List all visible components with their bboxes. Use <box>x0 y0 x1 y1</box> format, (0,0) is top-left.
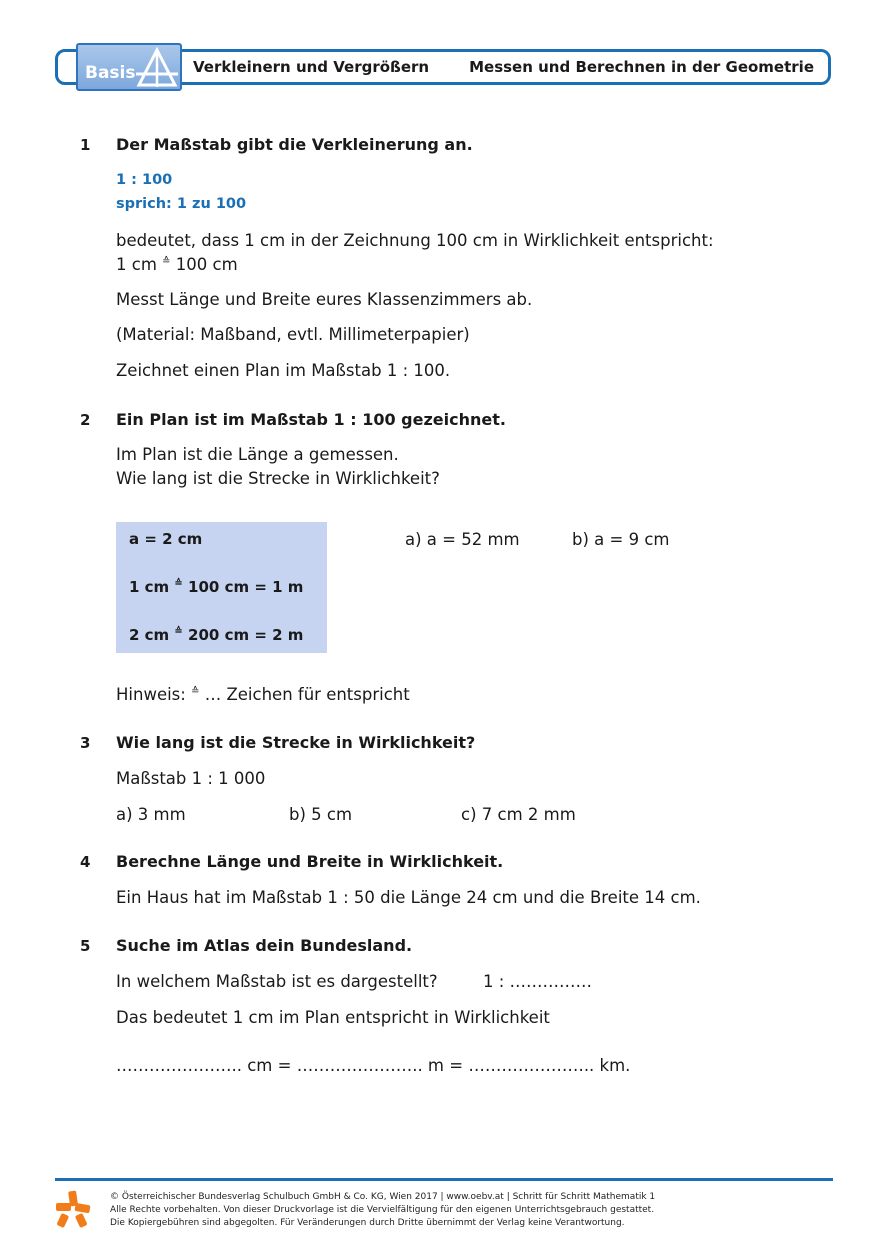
hint-label: Hinweis: <box>116 685 186 704</box>
task-1-line2 <box>116 255 238 274</box>
task-2-line2: Wie lang ist die Strecke in Wirklichkeit? <box>116 469 440 488</box>
task-2-exercise-a: a) a = 52 mm <box>405 530 520 549</box>
task-2-hint <box>116 685 410 704</box>
triangle-icon <box>136 47 178 89</box>
task-1-spoken: sprich: 1 zu 100 <box>116 196 247 212</box>
footer-divider <box>55 1178 833 1181</box>
task-2-title: Ein Plan ist im Maßstab 1 : 100 gezeichnet. <box>116 410 506 429</box>
task-3-b: b) 5 cm <box>289 805 353 824</box>
example-row-3-left: 2 cm <box>129 626 170 644</box>
corresponds-icon: ≙ <box>191 686 200 697</box>
topic-title: Verkleinern und Vergrößern <box>193 58 430 76</box>
task-1-scale: 1 : 100 <box>116 172 173 188</box>
task-3-scale: Maßstab 1 : 1 000 <box>116 769 266 788</box>
example-row-3-right: 200 cm = 2 m <box>188 626 304 644</box>
task-1-number: 1 <box>80 136 91 154</box>
task-1-p1: Messt Länge und Breite eures Klassenzimmers ab. <box>116 290 533 309</box>
task-3-a: a) 3 mm <box>116 805 186 824</box>
hint-text: … Zeichen für entspricht <box>204 685 410 704</box>
task-2-number: 2 <box>80 411 91 429</box>
task-1-line2-left: 1 cm <box>116 255 157 274</box>
example-row-1: a = 2 cm <box>129 530 203 548</box>
publisher-star-icon <box>55 1190 91 1228</box>
task-4-number: 4 <box>80 853 91 871</box>
task-2-exercise-b: b) a = 9 cm <box>572 530 670 549</box>
footer-line-3: Die Kopiergebühren sind abgegolten. Für Veränderungen durch Dritte übernimmt der Verlag keine Verantwortung. <box>110 1218 625 1228</box>
footer-copyright <box>110 1191 655 1230</box>
task-4-line: Ein Haus hat im Maßstab 1 : 50 die Länge 24 cm und die Breite 14 cm. <box>116 888 701 907</box>
task-4-title: Berechne Länge und Breite in Wirklichkeit. <box>116 852 504 871</box>
task-3-number: 3 <box>80 734 91 752</box>
example-box <box>116 522 327 653</box>
task-1-line1: bedeutet, dass 1 cm in der Zeichnung 100 cm in Wirklichkeit entspricht: <box>116 231 714 250</box>
basis-logo <box>76 43 182 91</box>
task-1-p3: Zeichnet einen Plan im Maßstab 1 : 100. <box>116 361 451 380</box>
corresponds-icon: ≙ <box>162 256 171 267</box>
example-row-3 <box>129 626 303 644</box>
footer-line-2: Alle Rechte vorbehalten. Von dieser Druckvorlage ist die Vervielfältigung für den eigenen Unterrichtsgebrauch gestattet. <box>110 1205 655 1215</box>
example-row-2 <box>129 578 303 596</box>
task-5-question: In welchem Maßstab ist es dargestellt? <box>116 972 438 991</box>
task-3-c: c) 7 cm 2 mm <box>461 805 576 824</box>
logo-label: Basis <box>85 63 136 83</box>
task-1-line2-right: 100 cm <box>175 255 238 274</box>
footer-line-1: © Österreichischer Bundesverlag Schulbuch GmbH & Co. KG, Wien 2017 | www.oebv.at | Schritt für Schritt Mathematik 1 <box>110 1192 656 1202</box>
example-row-2-left: 1 cm <box>129 578 170 596</box>
task-3-title: Wie lang ist die Strecke in Wirklichkeit? <box>116 733 476 752</box>
corresponds-icon: ≙ <box>174 578 183 589</box>
example-row-2-right: 100 cm = 1 m <box>188 578 304 596</box>
task-5-title: Suche im Atlas dein Bundesland. <box>116 936 413 955</box>
corresponds-icon: ≙ <box>174 626 183 637</box>
task-5-number: 5 <box>80 937 91 955</box>
task-1-p2: (Material: Maßband, evtl. Millimeterpapier) <box>116 325 470 344</box>
task-2-line1: Im Plan ist die Länge a gemessen. <box>116 445 399 464</box>
task-5-answer-blank: 1 : …………… <box>483 972 593 991</box>
task-5-line: Das bedeutet 1 cm im Plan entspricht in Wirklichkeit <box>116 1008 550 1027</box>
chapter-title: Messen und Berechnen in der Geometrie <box>469 58 814 76</box>
task-5-fill-blanks: ………………….. cm = ………………….. m = ………………….. km. <box>116 1056 631 1075</box>
task-1-title: Der Maßstab gibt die Verkleinerung an. <box>116 135 473 154</box>
